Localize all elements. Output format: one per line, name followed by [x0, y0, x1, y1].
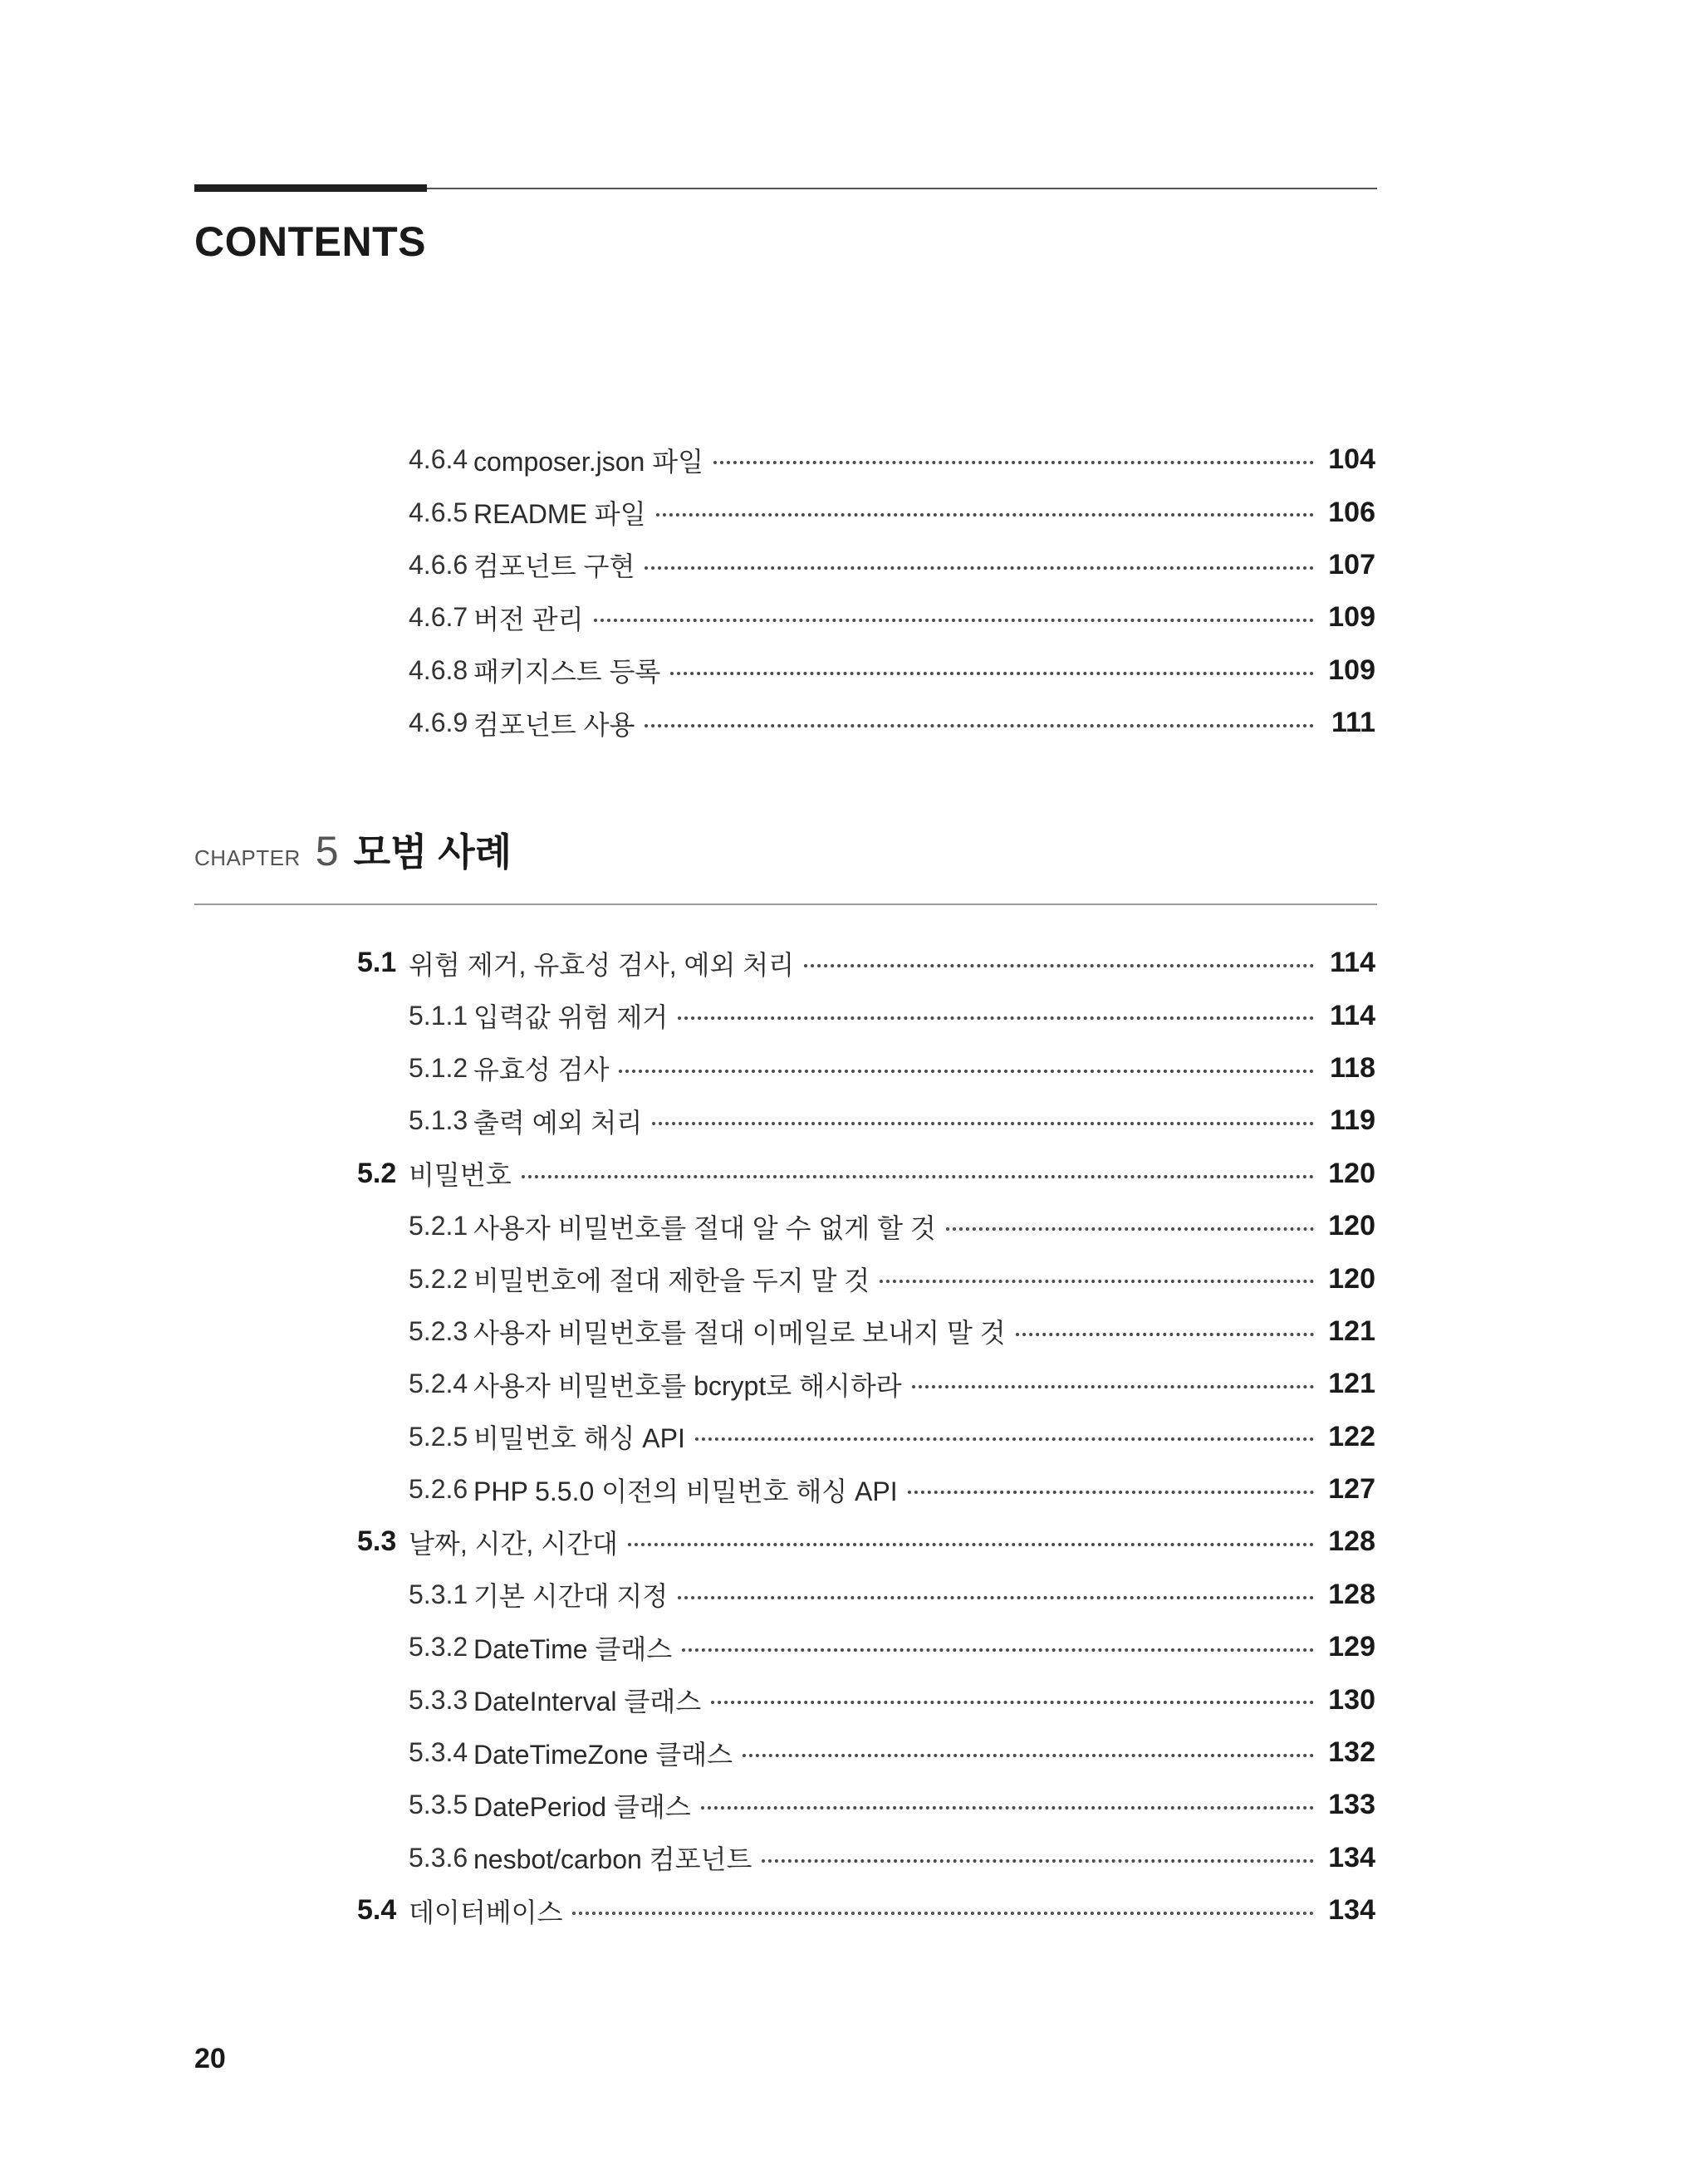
toc-dot-leader	[594, 619, 1314, 622]
toc-entry-page: 134	[1328, 1894, 1375, 1927]
toc-entry-page: 120	[1328, 1210, 1375, 1242]
toc-dot-leader	[1016, 1333, 1314, 1336]
toc-entry-number: 4.6.4	[409, 444, 468, 475]
toc-entry-title: 비밀번호 해싱 API	[473, 1423, 685, 1454]
toc-entry-title: 출력 예외 처리	[473, 1107, 643, 1138]
toc-dot-leader	[645, 724, 1314, 727]
toc-entry[interactable]	[0, 433, 1701, 486]
toc-entry-page: 121	[1328, 1315, 1375, 1347]
toc-dot-leader	[804, 964, 1314, 967]
toc-dot-leader	[946, 1227, 1314, 1231]
toc-entry-page: 129	[1328, 1631, 1375, 1663]
toc-entry[interactable]	[0, 937, 1701, 989]
toc-entry-number: 5.2.3	[409, 1315, 468, 1346]
toc-entry-title: 컴포넌트 사용	[473, 709, 635, 740]
toc-dot-leader	[912, 1385, 1314, 1388]
toc-entry[interactable]	[0, 539, 1701, 591]
toc-entry-number: 5.2.5	[409, 1421, 468, 1452]
toc-entry-page: 106	[1328, 496, 1375, 528]
toc-entry[interactable]	[0, 1200, 1701, 1252]
toc-entry-title: 비밀번호	[409, 1160, 512, 1191]
toc-entry-page: 132	[1328, 1736, 1375, 1769]
page-number: 20	[194, 2043, 226, 2074]
toc-entry[interactable]	[0, 1411, 1701, 1463]
toc-entry-number: 4.6.8	[409, 654, 468, 685]
toc-entry-page: 104	[1328, 443, 1375, 476]
toc-entry-title: 기본 시간대 지정	[473, 1581, 669, 1612]
toc-entry-page: 120	[1328, 1157, 1375, 1189]
toc-entry-number: 5.2.2	[409, 1263, 468, 1294]
toc-dot-leader	[645, 566, 1314, 570]
toc-dot-leader	[656, 513, 1314, 517]
toc-entry[interactable]	[0, 1884, 1701, 1937]
toc-entry-page: 130	[1328, 1683, 1375, 1716]
toc-dot-leader	[743, 1754, 1314, 1757]
toc-entry-number: 4.6.9	[409, 708, 468, 738]
toc-entry[interactable]	[0, 1358, 1701, 1410]
toc-entry-title: nesbot/carbon 컴포넌트	[473, 1844, 752, 1875]
toc-dot-leader	[762, 1859, 1314, 1863]
header-rule-thick	[194, 184, 427, 192]
toc-entry-page: 111	[1331, 707, 1375, 739]
toc-entry-title: PHP 5.5.0 이전의 비밀번호 해싱 API	[473, 1476, 898, 1506]
toc-entry[interactable]	[0, 1673, 1701, 1726]
toc-entry-number: 5.1.3	[409, 1105, 468, 1136]
chapter-label: CHAPTER	[194, 845, 301, 870]
toc-list-chapter-5	[0, 937, 1701, 1937]
toc-entry[interactable]	[0, 1094, 1701, 1147]
toc-dot-leader	[652, 1122, 1314, 1125]
toc-entry-page: 133	[1328, 1789, 1375, 1821]
toc-entry-title: 컴포넌트 구현	[473, 551, 635, 582]
toc-dot-leader	[678, 1596, 1314, 1599]
toc-dot-leader	[682, 1648, 1314, 1652]
toc-entry[interactable]	[0, 1148, 1701, 1200]
toc-entry-number: 5.3.4	[409, 1737, 468, 1768]
toc-dot-leader	[880, 1280, 1314, 1283]
toc-entry[interactable]	[0, 591, 1701, 644]
toc-dot-leader	[619, 1070, 1314, 1073]
toc-entry-number: 4.6.7	[409, 602, 468, 633]
toc-entry-number: 5.1.1	[409, 1000, 468, 1031]
chapter-rule	[194, 903, 1377, 905]
toc-entry-number: 5.3.2	[409, 1632, 468, 1662]
toc-entry-number: 4.6.6	[409, 549, 468, 580]
toc-entry-number: 4.6.5	[409, 497, 468, 527]
toc-entry-number: 5.2.1	[409, 1211, 468, 1241]
toc-entry[interactable]	[0, 1305, 1701, 1358]
toc-entry-number: 5.1.2	[409, 1052, 468, 1083]
toc-entry-title: DateTime 클래스	[473, 1633, 673, 1664]
toc-entry-page: 107	[1328, 548, 1375, 580]
toc-entry[interactable]	[0, 486, 1701, 538]
toc-entry-page: 127	[1328, 1473, 1375, 1506]
toc-entry-page: 114	[1330, 947, 1375, 979]
toc-entry-title: 비밀번호에 절대 제한을 두지 말 것	[473, 1266, 870, 1296]
toc-dot-leader	[711, 1701, 1314, 1704]
toc-entry[interactable]	[0, 1621, 1701, 1673]
toc-dot-leader	[695, 1437, 1314, 1441]
toc-dot-leader	[908, 1491, 1314, 1494]
toc-entry[interactable]	[0, 644, 1701, 697]
chapter-heading	[194, 822, 512, 877]
toc-entry-title: 위험 제거, 유효성 검사, 예외 처리	[409, 949, 795, 980]
toc-entry-number: 5.2.6	[409, 1474, 468, 1505]
toc-entry-title: 날짜, 시간, 시간대	[409, 1528, 618, 1559]
toc-entry-number: 5.3	[357, 1525, 397, 1558]
toc-entry-number: 5.2	[357, 1157, 397, 1189]
toc-entry-number: 5.1	[357, 947, 397, 979]
toc-entry[interactable]	[0, 989, 1701, 1041]
header-rule-thin	[427, 188, 1377, 189]
toc-entry-title: 패키지스트 등록	[473, 657, 661, 688]
toc-dot-leader	[522, 1175, 1314, 1178]
toc-entry-title: 데이터베이스	[409, 1897, 563, 1927]
toc-dot-leader	[670, 672, 1314, 675]
toc-entry-title: DateInterval 클래스	[473, 1687, 702, 1717]
toc-entry-title: DatePeriod 클래스	[473, 1791, 691, 1822]
toc-entry[interactable]	[0, 1463, 1701, 1516]
contents-title: CONTENTS	[194, 218, 426, 265]
toc-entry-title: DateTimeZone 클래스	[473, 1739, 733, 1770]
toc-entry-number: 5.3.6	[409, 1842, 468, 1873]
toc-entry[interactable]	[0, 1832, 1701, 1884]
toc-entry-page: 122	[1328, 1420, 1375, 1452]
toc-entry-page: 114	[1330, 999, 1375, 1031]
toc-entry[interactable]	[0, 697, 1701, 749]
toc-entry-title: 버전 관리	[473, 604, 584, 634]
toc-entry[interactable]	[0, 1252, 1701, 1305]
toc-entry-title: 사용자 비밀번호를 bcrypt로 해시하라	[473, 1370, 902, 1401]
chapter-title: 모범 사례	[353, 830, 512, 874]
toc-dot-leader	[628, 1543, 1314, 1546]
toc-dot-leader	[701, 1806, 1314, 1809]
toc-entry-number: 5.3.5	[409, 1790, 468, 1820]
toc-entry[interactable]	[0, 1042, 1701, 1094]
toc-entry-page: 128	[1328, 1525, 1375, 1558]
toc-entry-page: 120	[1328, 1262, 1375, 1295]
toc-entry[interactable]	[0, 1779, 1701, 1831]
toc-dot-leader	[713, 461, 1314, 464]
toc-entry-number: 5.4	[357, 1894, 397, 1927]
toc-dot-leader	[678, 1016, 1314, 1020]
toc-entry-page: 119	[1330, 1104, 1375, 1137]
toc-entry-title: composer.json 파일	[473, 446, 704, 477]
toc-dot-leader	[572, 1912, 1314, 1915]
toc-entry-page: 121	[1328, 1368, 1375, 1400]
toc-entry-title: 사용자 비밀번호를 절대 이메일로 보내지 말 것	[473, 1318, 1006, 1349]
toc-entry-page: 109	[1328, 654, 1375, 686]
toc-entry-number: 5.3.3	[409, 1684, 468, 1715]
toc-entry-page: 128	[1328, 1578, 1375, 1610]
toc-entry-number: 5.3.1	[409, 1579, 468, 1609]
toc-entry-title: 입력값 위험 제거	[473, 1002, 669, 1033]
toc-entry-page: 134	[1328, 1841, 1375, 1873]
toc-entry-number: 5.2.4	[409, 1369, 468, 1399]
toc-entry-page: 109	[1328, 601, 1375, 634]
toc-entry-title: README 파일	[473, 499, 646, 530]
toc-entry[interactable]	[0, 1569, 1701, 1621]
toc-entry[interactable]	[0, 1726, 1701, 1779]
toc-entry-title: 유효성 검사	[473, 1055, 610, 1085]
toc-list-prev-chapter	[0, 433, 1701, 749]
toc-entry-title: 사용자 비밀번호를 절대 알 수 없게 할 것	[473, 1212, 936, 1243]
toc-entry[interactable]	[0, 1516, 1701, 1568]
toc-entry-page: 118	[1330, 1051, 1375, 1084]
chapter-number: 5	[315, 828, 339, 874]
